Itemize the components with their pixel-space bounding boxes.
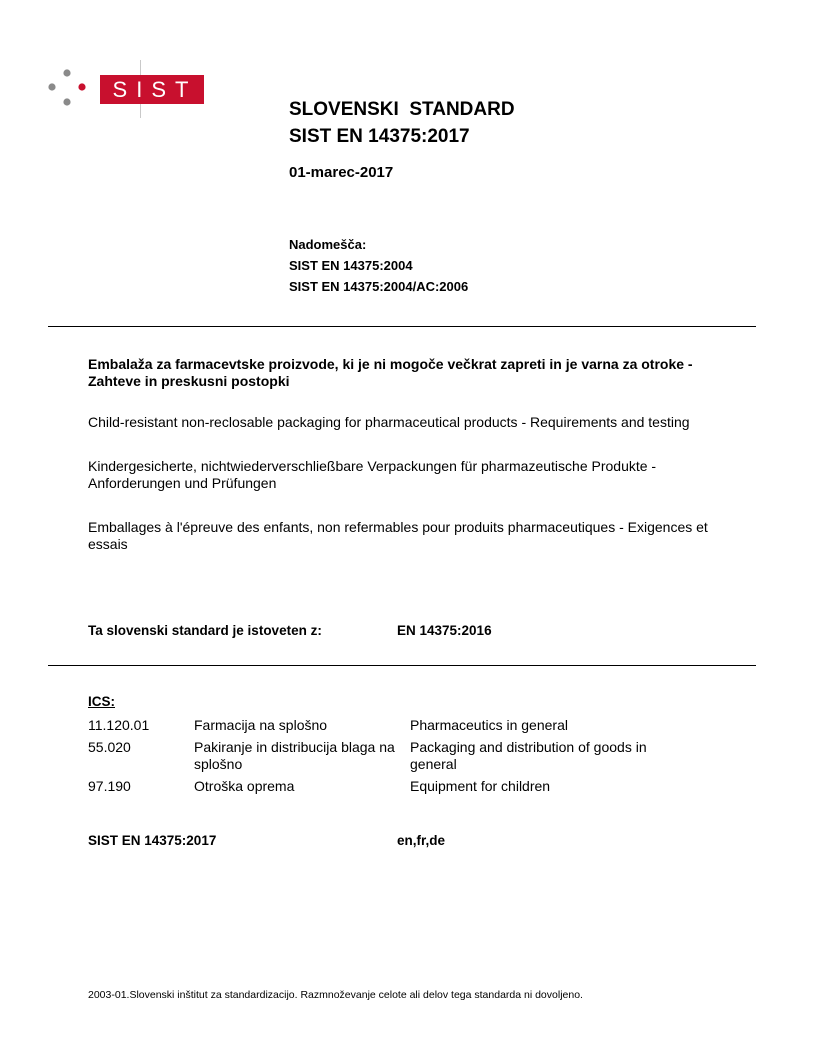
title-slovenian: Embalaža za farmacevtske proizvode, ki je ni mogoče večkrat zapreti in je varna za otroke - Zahteve in preskusni postopki: [88, 356, 693, 389]
ics-code: 11.120.01: [88, 717, 150, 733]
sist-logo: SIST: [100, 75, 204, 104]
identical-to: [88, 623, 492, 638]
table-row: [88, 717, 650, 739]
identical-label: Ta slovenski standard je istoveten z:: [88, 623, 322, 638]
identical-value: EN 14375:2016: [397, 623, 492, 638]
replaces-label: Nadomešča:: [289, 237, 367, 252]
ics-desc-sl: Pakiranje in distribucija blaga na splošno: [194, 739, 395, 772]
ics-code: 97.190: [88, 778, 131, 794]
ics-desc-sl: Farmacija na splošno: [194, 717, 328, 733]
footer-languages: en,fr,de: [397, 833, 446, 848]
logo-dot-right: [78, 83, 85, 90]
table-row: [88, 739, 650, 778]
standard-number: SIST EN 14375:2017: [289, 126, 470, 147]
table-row: [88, 778, 650, 800]
logo-dot-left: [48, 83, 55, 90]
ics-desc-en: Pharmaceutics in general: [410, 717, 568, 733]
copyright-notice: 2003-01.Slovenski inštitut za standardizacijo. Razmnoževanje celote ali delov tega standarda ni dovoljeno.: [88, 989, 583, 1001]
title-french: Emballages à l'épreuve des enfants, non refermables pour produits pharmaceutiques - Exigences et essais: [88, 519, 708, 552]
replaced-standard: SIST EN 14375:2004/AC:2006: [289, 279, 469, 294]
standard-label: SLOVENSKI STANDARD: [289, 99, 515, 120]
divider-bottom: [48, 665, 756, 666]
logo-dot-bottom: [63, 98, 70, 105]
footer-standard: [88, 833, 446, 848]
title-block: [88, 356, 738, 580]
ics-code: 55.020: [88, 739, 131, 755]
ics-desc-en: Equipment for children: [410, 778, 551, 794]
sist-logo-dots: [46, 68, 88, 110]
ics-table: [88, 717, 650, 800]
replaces-block: [289, 234, 468, 297]
title-english: Child-resistant non-reclosable packaging for pharmaceutical products - Requirements and testing: [88, 414, 690, 430]
divider-top: [48, 326, 756, 327]
title-german: Kindergesicherte, nichtwiederverschließbare Verpackungen für pharmazeutische Produkte - Anforderungen und Prüfungen: [88, 458, 657, 491]
replaced-standard: SIST EN 14375:2004: [289, 258, 413, 273]
logo-dot-top: [63, 69, 70, 76]
footer-standard-code: SIST EN 14375:2017: [88, 833, 217, 848]
ics-desc-en: Packaging and distribution of goods in general: [410, 739, 647, 772]
ics-desc-sl: Otroška oprema: [194, 778, 295, 794]
publication-date: 01-marec-2017: [289, 164, 394, 181]
ics-label: ICS:: [88, 694, 115, 709]
standard-header: [289, 96, 515, 150]
